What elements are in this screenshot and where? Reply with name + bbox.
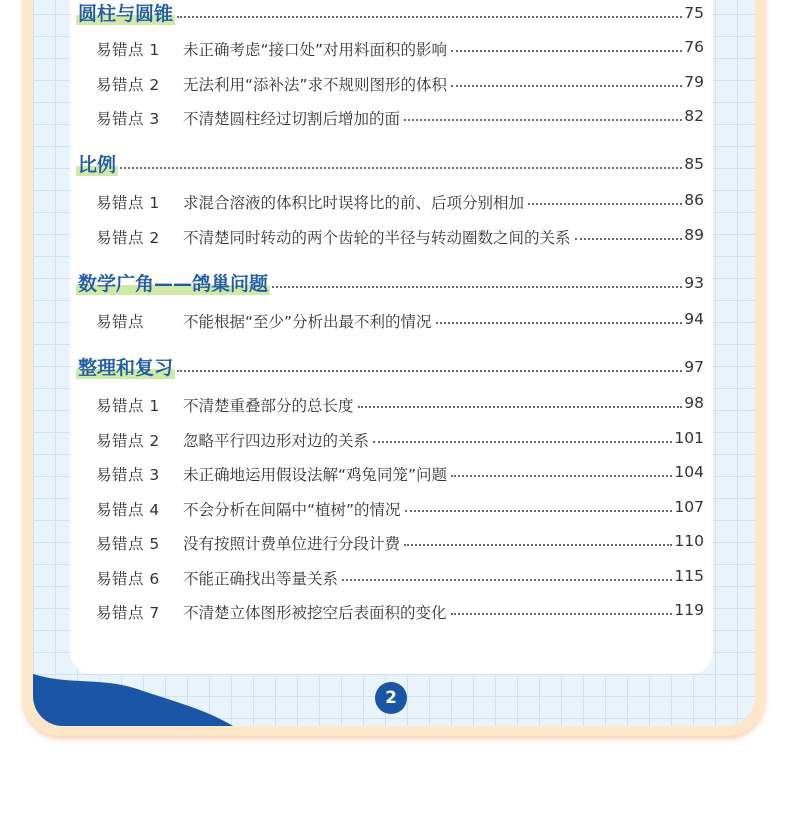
toc-section-row[interactable] [0, 270, 790, 298]
leader-dots [451, 475, 672, 477]
leader-dots [342, 579, 672, 581]
page-number: 110 [674, 532, 704, 550]
leader-dots [451, 613, 673, 615]
page-number: 107 [674, 498, 704, 516]
section-title: 比例 [78, 154, 117, 176]
page-number: 101 [674, 429, 704, 447]
page-number: 82 [684, 107, 704, 125]
leader-dots [120, 167, 682, 169]
item-label: 易错点 1 [96, 397, 160, 415]
toc-section-row[interactable] [0, 0, 790, 28]
leader-dots [451, 85, 682, 87]
page-number: 119 [674, 601, 704, 619]
section-title-highlight [76, 15, 175, 25]
item-text: 不会分析在间隔中“植树”的情况 [183, 501, 401, 519]
page-number: 76 [684, 38, 704, 56]
page-number: 79 [684, 73, 704, 91]
toc-item-row[interactable] [0, 528, 790, 556]
leader-dots [373, 441, 672, 443]
page-number: 115 [674, 567, 704, 585]
item-text: 未正确考虑“接口处”对用料面积的影响 [183, 41, 448, 59]
item-label: 易错点 6 [96, 570, 160, 588]
toc-item-row[interactable] [0, 563, 790, 591]
toc-item-row[interactable] [0, 390, 790, 418]
item-text: 求混合溶液的体积比时误将比的前、后项分别相加 [183, 194, 525, 212]
page-number: 89 [684, 226, 704, 244]
leader-dots [405, 510, 673, 512]
item-label: 易错点 3 [96, 466, 160, 484]
item-text: 不能根据“至少”分析出最不利的情况 [183, 313, 432, 331]
toc-item-row[interactable] [0, 459, 790, 487]
leader-dots [358, 406, 683, 408]
page-number: 98 [684, 394, 704, 412]
page-number: 75 [684, 4, 704, 22]
item-label: 易错点 1 [96, 194, 160, 212]
section-title-highlight [76, 285, 270, 295]
section-title-highlight [76, 166, 118, 176]
page-number-badge: 2 [375, 682, 407, 714]
leader-dots [528, 203, 682, 205]
leader-dots [451, 50, 682, 52]
item-label: 易错点 1 [96, 41, 160, 59]
item-label: 易错点 2 [96, 76, 160, 94]
section-title-highlight [76, 369, 175, 379]
section-title: 数学广角——鸽巢问题 [78, 273, 269, 295]
toc-item-row[interactable] [0, 222, 790, 250]
leader-dots [177, 370, 682, 372]
toc-item-row[interactable] [0, 187, 790, 215]
page-number: 104 [674, 463, 704, 481]
item-text: 不清楚同时转动的两个齿轮的半径与转动圈数之间的关系 [183, 229, 571, 247]
leader-dots [575, 238, 683, 240]
item-label: 易错点 2 [96, 432, 160, 450]
item-label: 易错点 3 [96, 110, 160, 128]
item-text: 不能正确找出等量关系 [183, 570, 339, 588]
item-text: 无法利用“添补法”求不规则图形的体积 [183, 76, 448, 94]
toc-item-row[interactable] [0, 597, 790, 625]
page-number: 97 [684, 358, 704, 376]
item-text: 不清楚圆柱经过切割后增加的面 [183, 110, 401, 128]
item-label: 易错点 7 [96, 604, 160, 622]
page-number: 94 [684, 310, 704, 328]
toc-item-row[interactable] [0, 69, 790, 97]
leader-dots [404, 544, 672, 546]
leader-dots [404, 119, 682, 121]
item-label: 易错点 5 [96, 535, 160, 553]
toc-item-row[interactable] [0, 103, 790, 131]
section-title: 整理和复习 [78, 357, 174, 379]
toc-item-row[interactable] [0, 425, 790, 453]
leader-dots [272, 286, 682, 288]
toc-section-row[interactable] [0, 354, 790, 382]
leader-dots [436, 322, 683, 324]
leader-dots [177, 16, 682, 18]
item-text: 不清楚立体图形被挖空后表面积的变化 [183, 604, 447, 622]
page-number: 86 [684, 191, 704, 209]
page-number: 85 [684, 155, 704, 173]
item-label: 易错点 [96, 313, 145, 331]
item-label: 易错点 4 [96, 501, 160, 519]
item-text: 不清楚重叠部分的总长度 [183, 397, 354, 415]
page-number: 93 [684, 274, 704, 292]
item-text: 没有按照计费单位进行分段计费 [183, 535, 401, 553]
item-text: 忽略平行四边形对边的关系 [183, 432, 370, 450]
toc-item-row[interactable] [0, 494, 790, 522]
item-text: 未正确地运用假设法解“鸡兔同笼”问题 [183, 466, 448, 484]
toc-item-row[interactable] [0, 34, 790, 62]
toc-item-row[interactable] [0, 306, 790, 334]
item-label: 易错点 2 [96, 229, 160, 247]
section-title: 圆柱与圆锥 [78, 3, 174, 25]
toc-section-row[interactable] [0, 151, 790, 179]
